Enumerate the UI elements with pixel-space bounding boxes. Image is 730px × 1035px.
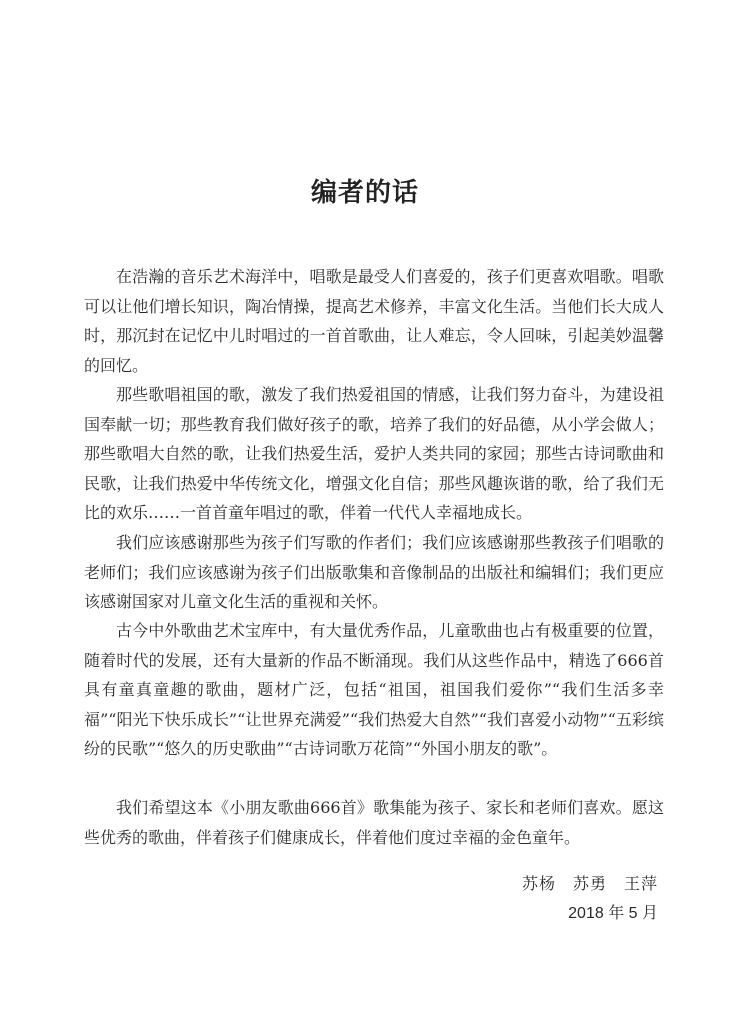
body-text <box>84 262 664 852</box>
signature-names: 苏杨 苏勇 王萍 <box>521 874 658 893</box>
paragraph-1: 在浩瀚的音乐艺术海洋中，唱歌是最受人们喜爱的，孩子们更喜欢唱歌。唱歌可以让他们增长知识，陶冶情操，提高艺术修养，丰富文化生活。当他们长大成人时，那沉封在记忆中儿时唱过的一首首歌曲，让人难忘，令人回味，引起美妙温馨的回忆。 <box>84 267 664 375</box>
signature-date: 2018 年 5 月 <box>568 905 658 922</box>
paragraph-3: 我们应该感谢那些为孩子们写歌的作者们；我们应该感谢那些教孩子们唱歌的老师们；我们应该感谢为孩子们出版歌集和音像制品的出版社和编辑们；我们更应该感谢国家对儿童文化生活的重视和关怀。 <box>84 533 664 611</box>
paragraph-5: 我们希望这本《小朋友歌曲666首》歌集能为孩子、家长和老师们喜欢。愿这些优秀的歌曲，伴着孩子们健康成长，伴着他们度过幸福的金色童年。 <box>84 798 664 847</box>
paragraph-2: 那些歌唱祖国的歌，激发了我们热爱祖国的情感，让我们努力奋斗，为建设祖国奉献一切；那些教育我们做好孩子的歌，培养了我们的好品德，从小学会做人；那些歌唱大自然的歌，让我们热爱生活，爱护人类共同的家园；那些古诗词歌曲和民歌，让我们热爱中华传统文化，增强文化自信；那些风趣诙谐的歌，给了我们无比的欢乐……一首首童年唱过的歌，伴着一代代人幸福地成长。 <box>84 385 664 522</box>
paragraph-4: 古今中外歌曲艺术宝库中，有大量优秀作品，儿童歌曲也占有极重要的位置，随着时代的发展，还有大量新的作品不断涌现。我们从这些作品中，精选了666首具有童真童趣的歌曲，题材广泛，包括“祖国，祖国我们爱你”“我们生活多幸福”“阳光下快乐成长”“让世界充满爱”“我们热爱大自然”“我们喜爱小动物”“五彩缤纷的民歌”“悠久的历史歌曲”“古诗词歌万花筒”“外国小朋友的歌”。 <box>84 621 664 758</box>
page-title: 编者的话 <box>310 178 419 208</box>
